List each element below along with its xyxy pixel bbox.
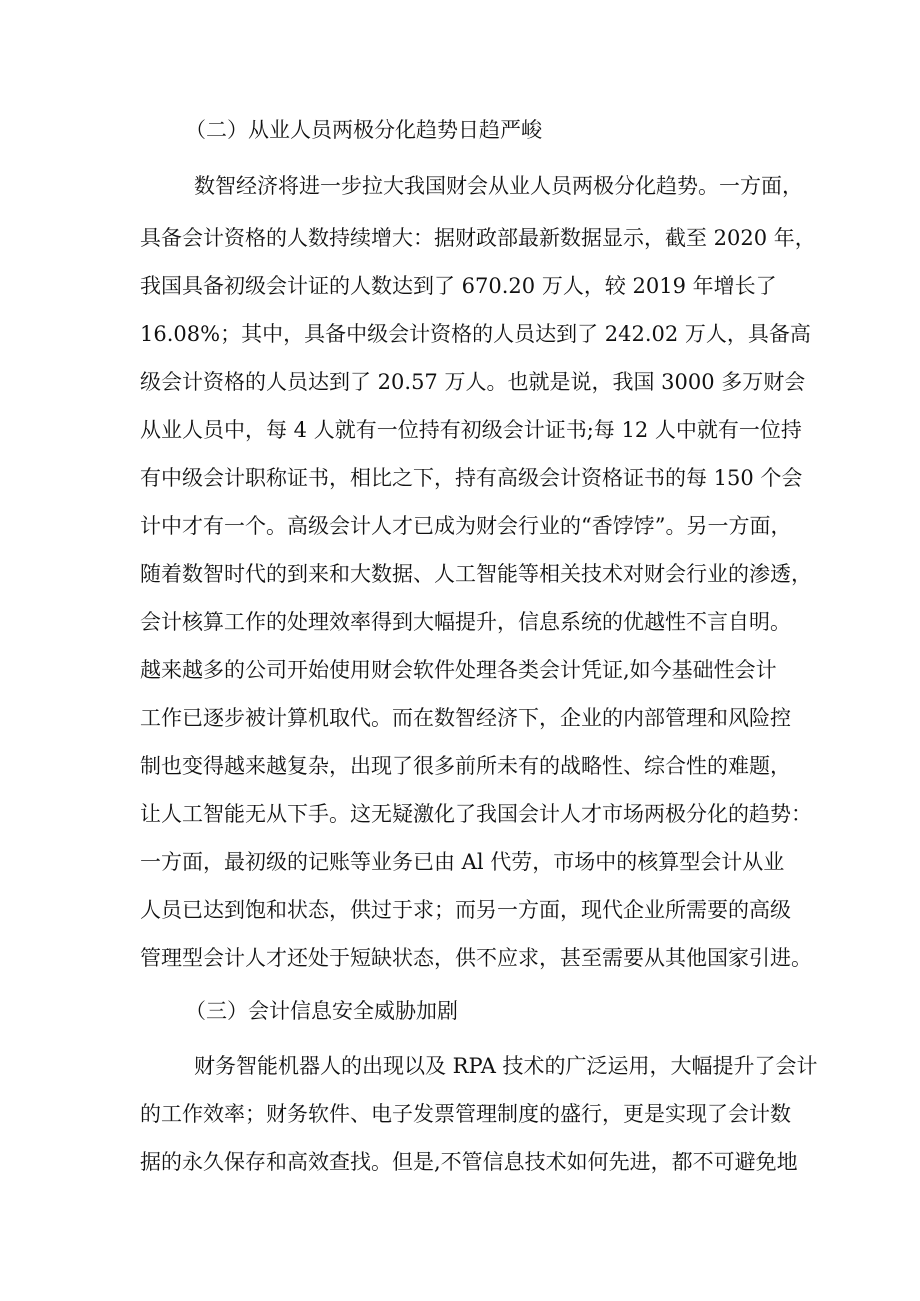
paragraph-line: 有中级会计职称证书，相比之下，持有高级会计资格证书的每 150 个会 xyxy=(140,466,803,490)
paragraph-line: 财务智能机器人的出现以及 RPA 技术的广泛运用，大幅提升了会计 xyxy=(194,1054,818,1078)
paragraph-line: 的工作效率；财务软件、电子发票管理制度的盛行，更是实现了会计数 xyxy=(140,1102,791,1126)
paragraph-line: 据的永久保存和高效查找。但是,不管信息技术如何先进，都不可避免地 xyxy=(140,1150,798,1174)
paragraph-line: 级会计资格的人员达到了 20.57 万人。也就是说，我国 3000 多万财会 xyxy=(140,370,806,394)
paragraph-line: 一方面，最初级的记账等业务已由 Al 代劳，市场中的核算型会计从业 xyxy=(140,850,785,874)
paragraph-line: 工作已逐步被计算机取代。而在数智经济下，企业的内部管理和风险控 xyxy=(140,706,791,730)
paragraph-line: 数智经济将进一步拉大我国财会从业人员两极分化趋势。一方面， xyxy=(194,174,803,198)
paragraph-line: 越来越多的公司开始使用财会软件处理各类会计凭证,如今基础性会计 xyxy=(140,658,777,682)
section-heading: （三）会计信息安全威胁加剧 xyxy=(185,999,458,1023)
paragraph-line: 计中才有一个。高级会计人才已成为财会行业的“香饽饽”。另一方面， xyxy=(140,514,792,538)
paragraph-line: 具备会计资格的人数持续增大：据财政部最新数据显示，截至 2020 年， xyxy=(140,226,816,250)
paragraph-line: 从业人员中，每 4 人就有一位持有初级会计证书;每 12 人中就有一位持 xyxy=(140,418,802,442)
section-heading: （二）从业人员两极分化趋势日趋严峻 xyxy=(185,118,542,142)
paragraph-line: 制也变得越来越复杂，出现了很多前所未有的战略性、综合性的难题， xyxy=(140,754,791,778)
paragraph-line: 会计核算工作的处理效率得到大幅提升，信息系统的优越性不言自明。 xyxy=(140,610,791,634)
paragraph-line: 16.08%；其中，具备中级会计资格的人员达到了 242.02 万人，具备高 xyxy=(140,322,811,346)
paragraph-line: 随着数智时代的到来和大数据、人工智能等相关技术对财会行业的渗透， xyxy=(140,562,812,586)
paragraph-line: 我国具备初级会计证的人数达到了 670.20 万人，较 2019 年增长了 xyxy=(140,274,777,298)
paragraph-line: 人员已达到饱和状态，供过于求；而另一方面，现代企业所需要的高级 xyxy=(140,898,791,922)
paragraph-line: 让人工智能无从下手。这无疑激化了我国会计人才市场两极分化的趋势： xyxy=(140,802,812,826)
paragraph-line: 管理型会计人才还处于短缺状态，供不应求，甚至需要从其他国家引进。 xyxy=(140,946,812,970)
